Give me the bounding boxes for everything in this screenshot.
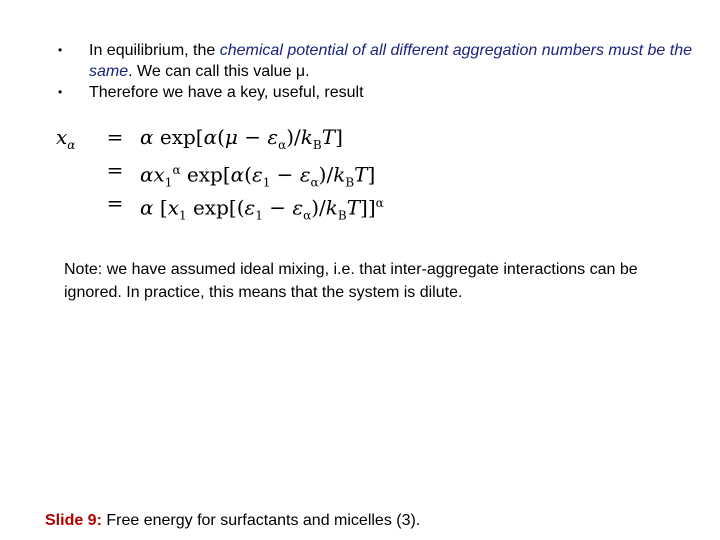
equation-relation: = xyxy=(106,125,124,149)
slide-label: Slide 9: xyxy=(45,512,102,529)
equation-relation: = xyxy=(106,191,124,215)
slide-footer xyxy=(45,511,420,531)
bullet-text-post: . We can call this value μ. xyxy=(128,63,310,80)
note-text: Note: we have assumed ideal mixing, i.e. that inter-aggregate interactions can be ignored. In practice, this means that the system is dilute. xyxy=(64,261,638,301)
bullet-list xyxy=(58,40,698,103)
equation-rhs-2: $\alpha x_1^\alpha$ $\exp[\alpha(\varepsilon_1 - \varepsilon_\alpha)/k_BT]$ xyxy=(140,162,376,190)
bullet-icon: • xyxy=(58,43,63,57)
bullet-text-pre: In equilibrium, the xyxy=(89,42,220,59)
bullet-text: Therefore we have a key, useful, result xyxy=(89,84,364,101)
equation-lhs: $x_\alpha$ xyxy=(56,125,76,152)
slide-title: Free energy for surfactants and micelles (3). xyxy=(106,512,421,529)
equation-rhs-3: α [$x_1$ $\exp[(\varepsilon_1 - \varepsilon_\alpha)/k_BT]]^\alpha$ xyxy=(140,195,384,223)
equation-rhs-1: α $\exp[\alpha(\mu - \varepsilon_\alpha)/k_BT]$ xyxy=(140,125,343,152)
bullet-item-equilibrium xyxy=(58,40,698,82)
bullet-item-result xyxy=(58,82,698,103)
equation-block xyxy=(56,120,416,223)
bullet-text-emphasis: chemical potential of all different aggregation numbers must be the same xyxy=(89,42,693,80)
bullet-icon: • xyxy=(58,85,63,99)
equation-relation: = xyxy=(106,158,124,182)
